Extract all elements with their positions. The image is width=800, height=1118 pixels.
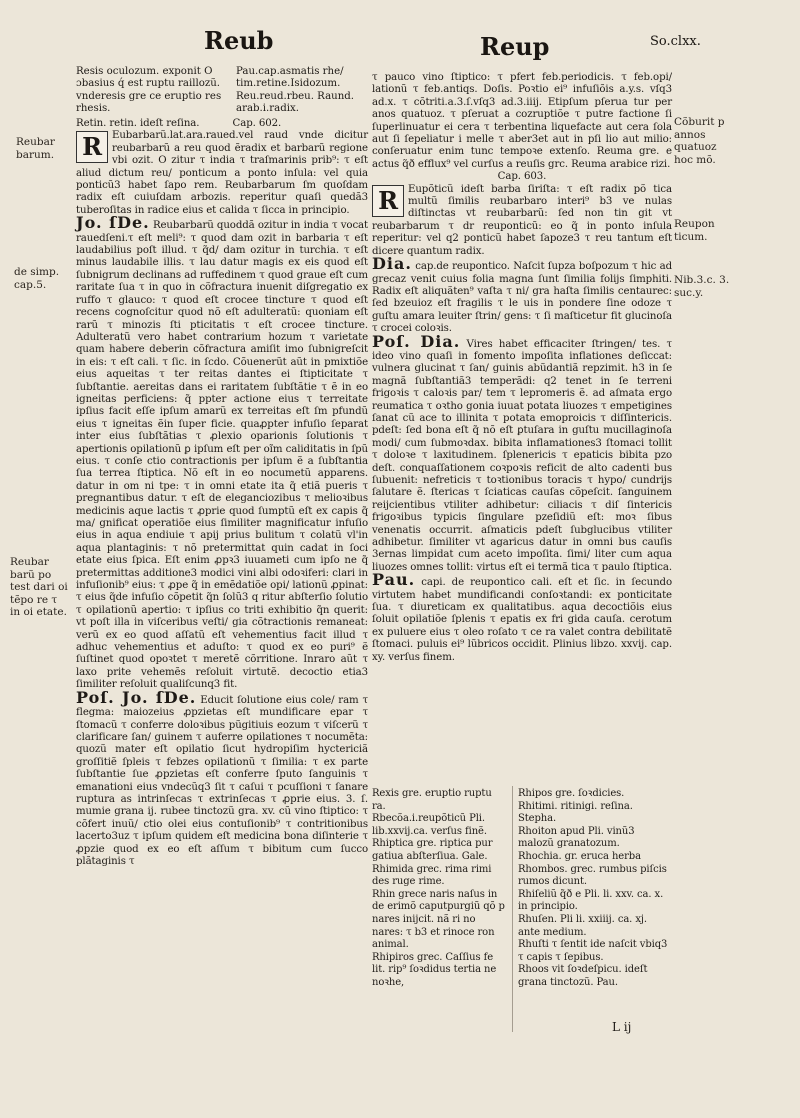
glossary-entry: Rhin grece naris naſus in de erimõ caputpurgiũ qõ p nares inijcit. nã ri no nares: τ b3 et rinoce ron animal. (372, 888, 505, 951)
chapter-602-paragraph-1: Eubarbarũ.lat.ara.raued.vel raud vnde dicitur reubarbarũ a reu quod ẽradix et barbarũ regione vbi ozit. O zitur τ india τ traſmarinis prib⁹: τ eſt aliud dictum reu/ ponticum a ponto inſula: vel quia ponticũ3 habet ſapo rem. Reubarbarum ſm quoſdam radix eſt cuiuſdam arbozis. reperitur quaſi quedã3 tuberoſitas in radice eius et calida τ ſicca in principio. (76, 130, 368, 216)
initial-r-603: R (372, 185, 404, 217)
pau-heading: Pau. (372, 570, 416, 590)
glossary-entry: Rhochia. gr. eruca herba (518, 850, 641, 862)
chapter-603-paragraph-4: capi. de reupontico cali. eſt et ſic. in ſecundo virtutem habet mundificandi conſoꝛtandi: ex ponticitate ſua. τ diureticam ex qualitatibus. aqua decoctiõis eius ſoluit opilatiõe ſplenis τ epatis ex fri gida cauſa. cerotum ex puluere eius τ oleo roſato τ ce ra valet contra debilitatẽ ſtomaci. puluis ei⁹ lũbricos occidit. Plinius libzo. xxvij. cap. xy. verſus finem. (372, 577, 672, 663)
glossary-entry: Rhipos gre. ſoꝛdicies. (518, 788, 625, 799)
initial-r-602: R (76, 131, 108, 163)
left-column-text (76, 118, 368, 868)
chapter-603-paragraph-2: cap.de reupontico. Naſcit ſupza boſpozum τ hic ad grecaz venit cuius folia magna ſunt ſimilia folijs ſimphiti. Radix eſt aliquãten⁹ vaſta τ ni/ gra haſta ſimilis centaurec: ſed bzeuioz eſt fragilis τ le uis in pondere ſine odoze τ guſtu amara leuiter ſtrin/ gens: τ ſi maſticetur fit glucinoſa τ crocei coloꝛis. (372, 261, 672, 335)
margin-note-left-1: Reubar barum. (16, 136, 55, 161)
chapter-603-heading: Cap. 603. (497, 171, 547, 183)
pos-dia-heading: Poſ. Dia. (372, 331, 461, 351)
glossary-list-left (372, 788, 508, 990)
jo-me-heading: Jo. ſDe. (76, 213, 150, 233)
column-divider (512, 786, 513, 1032)
glossary-entry: Rhiſeliũ q̃ð e Pli. li. xxv. ca. x. in principio. (518, 888, 664, 913)
glossary-list-right (518, 788, 668, 990)
pos-jo-me-heading: Poſ. Jo. ſDe. (76, 687, 197, 707)
glossary-entry: Rhiptica gre. riptica pur gatiua abſterſiua. Gale. (372, 838, 493, 862)
margin-note-right-1: Cõburit p annos quatuoz hoc mõ. (674, 116, 725, 166)
right-paragraph-0: τ pauco vino ſtiptico: τ pfert feb.periodicis. τ feb.opi/ lationũ τ feb.antiqs. Doſis. Poꝛtio ei⁹ infuſiõis a.y.s. vſq3 ad.x. τ cõtriti.a.3.ſ.vſq3 ad.3.iiij. Etipſum pſerua tur per anos quatuoz. τ pſeruat a cozruptiõe τ putre factione ſi ſuperlinuatur ei cera τ terbentina liquefacte aut cera ſola aut ſi ſepeliatur i melle τ aber3et aut in pſi lio aut milio: conſeruatur enim tunc tempoꝛe extenſo. Reuma gre. e actus q̃ð efflux⁹ vel curſus a reuſis grc. Reuma arabice rizi. (372, 72, 672, 170)
left-top-entry-a: Resis oculozum. exponit O ɔbasius q́ est ruptu raillozũ. vnderesis gre ce eruptio res rhesis. (76, 66, 222, 115)
glossary-entry: Rhipiros grec. Caſſius fe lit. rip⁹ ſoꝛdidus tertia ne noꝛhe, (372, 951, 497, 988)
chapter-603-paragraph-1: Eupõticũ ideſt barba ſiriſta: τ eſt radix põ tica multũ ſimilis reubarbaro interi⁹ b3 ve nulas diſtinctas vt reubarbarũ: ſed non tin git vt reubarbarum τ dr reuponticũ: eo q̃ in ponto inſula reperitur: vel q2 ponticũ habet ſapoze3 τ reu tantum eſt dicere quantum radix. (372, 183, 672, 257)
chapter-602-heading: Cap. 602. (232, 118, 282, 129)
glossary-entry: Rhoos vit ſoꝛdeſpicu. ideſt grana tinctozũ. Pau. (518, 964, 648, 988)
chapter-602-paragraph-3: Educit ſolutione eius cole/ ram τ flegma: maiozeius ꝓpzietas eſt mundificare epar τ ſtomacũ τ conferre doloꝛibus pũgitiuis eozum τ viſcerũ τ clarificare ſan/ guinem τ auferre opilationes τ nocumẽta: quozũ mater eſt opilatio ſicut hydropiſim hyctericiã groſſitiẽ ſpleis τ febzes opilationũ τ ſimilia: τ ex parte ſubſtantie ſue ꝓpzietas eſt conferre ſputo ſanguinis τ emanationi eius vndecũq3 ſit τ caſui τ pcuſſioni τ ſanare ruptura as intrinſecas τ extrinſecas τ ꝓprie eius. 3. ſ. mumie grana ij. rubee tinctozũ gra. xv. cũ vino ſtiptico: τ cõfert inuũ/ ctio olei eius contuſionib⁹ τ contritionibus lacerto3uz τ ipſum quidem eſt medicina bona diſinterie τ ꝓpzie quod ex eo eſt aſſum τ bibitum cum ſucco plãtaginis τ (76, 694, 368, 867)
glossary-entry: Rbecõa.i.reupõticũ Pli. lib.xxvij.ca. verſus finẽ. (372, 813, 487, 837)
glossary-entry: Rhombos. grec. rumbus piſcis rumos dicunt. (518, 863, 667, 888)
chapter-603-paragraph-3: Vires habet efficaciter ſtringen/ tes. τ ideo vino quaſi in fomento impoſita inflationes deſiccat: vulnera glucinat τ ſan/ guinis abũdantiã repzimit. h3 in ſe magnã ſubſtantiã3 temperãdi: q2 tenet in ſe terreni frigoꝛis τ caloꝛis par/ tem τ lepromeris ẽ. ad aſmata ergo reumatica τ oꝛtho gonia iuuat potata liuozes τ empetigines ſanat cũ ace to illinita τ potata emoproicis τ diſſintericis. pdeſt: ſed bona eſt q̃ nõ eſt ꝑtuſara in guſtu mucillaginoſa modi/ cum ſubmoꝛdax. bibita inflamationes3 ſtomaci tollit τ doloꝛe τ laxitudinem. ſplenericis τ epaticis bibita pzo deſt. conquaſſationem coꝛpoꝛis reficit de alto cadenti bus ſubuenit: nefreticis τ toꝛtionibus toracis τ hypo/ cundrijs ſalutare ẽ. ſtericas τ ſciaticas cauſas cõpeſcit. ſanguinem reijcientibus vtiliter adhibetur: ciliacis τ diſ ſintericis frigoꝛibus typicis ſingulare pzeſidiũ eſt: moꝛ ſibus venenatis occurrit. aſmaticis pdeſt ſubglucibus vtiliter adhibetur. ſimiliter vt agaricus datur in omni bus cauſis 3ernas limpidat cum aceto impoſita. ſimi/ liter cum aqua liuozes omnes tollit: virtus eſt ei termã tica τ paulo ſtiptica. (372, 338, 673, 573)
glossary-entry: Rhoiton apud Pli. vinũ3 malozũ granatozum. (518, 825, 635, 850)
folio-number: So.clxx. (650, 34, 701, 49)
glossary-entry: Rhimida grec. rima rimi des ruge rime. (372, 863, 492, 888)
glossary-entry: Rhitimi. ritinigi. reſina. Stepha. (518, 800, 633, 825)
running-header-left: Reub (204, 26, 274, 55)
glossary-entry: Rhuſen. Pli li. xxiiij. ca. xj. ante medium. (518, 913, 647, 938)
margin-note-right-2: Reupon ticum. (674, 218, 715, 243)
retin-entry: Retin. retin. ideſt reſina. (76, 118, 200, 129)
glossary-entry: Rexis gre. eruptio ruptu ra. (372, 788, 492, 812)
glossary-entry: Rhuſti τ ſentit ide naſcit vbiq3 τ capis τ ſepibus. (518, 939, 668, 963)
running-header-right: Reup (480, 32, 550, 61)
margin-note-left-2: de simp. cap.5. (14, 266, 60, 291)
chapter-602-paragraph-2: Reubarbarũ quoddã ozitur in india τ vocat rauedſeni.τ eſt meli⁹: τ quod dam ozit in barbaria τ eſt laudabilius poſt illud. τ q̃d/ dam ozitur in turchia. τ eſt minus laudabile illis. τ lau datur magis ex eis quod eſt ſubnigrum declinans ad ruffedinem τ quod graue eſt cum raritate ſua τ in quo in cõfractura inuenit diſgregatio ex ruffo τ glauco: τ quod eſt crocee tincture τ quod eſt recens cognoſcitur quod nõ eſt adulteratũ: quoniam eſt rarũ τ minozis ſti pticitatis τ eſt crocee tincture. Adulteratũ vero habet contrarium hozum τ varietate quam habere deberin cõfractura amiſit imo ſubnigreſcit in eis: τ eſt cali. τ ſic. in ſcdo. Cõuenerũt aũt in pmixtiõe eius aqueitas τ ter reitas dantes ei ſtipticitate τ ſubſtantie. aereitas dans ei raritatem ſubſtãtie τ ẽ in eo igneitas perficiens: q̃ ppter actione eius τ terreitate ipſius facit eſſe ipſum amarũ ex terreitas eſt ſm pfundũ eius τ igneitas ẽin ſuper ficie. quaꝓpter infuſio ſeparat inter eius ſubſtãtias τ ꝓlexio oparionis ſolutionis τ apertionis opilationũ ꝑ ipſum eſt per oĩm caliditatis in ſpũ eius. τ conſe ctio contractionis per ipſum ẽ a ſubſtantia ſua terrea ſtiptica. Nõ eſt in eo nocumetũ apparens. datur in om ni tpe: τ in omni etate ita q̃ etiã pueris τ pregnantibus datur. τ eſt de eleganciozibus τ melioꝛibus medicinis aque lactis τ ꝓprie quod ſumptũ eſt ex capis q̃ ma/ gnificat operatiõe eius ſimiliter magnificatur infuſio eius in aqua endiuie τ apij prius bulitum τ colatũ vl'in aqua plantaginis: τ nõ pretermittat quin cadat in ſoci etate eius ſpica. Eſt enim ꝓpꝛ3 iuuameti cum ipſo ne q̃ pretermittas additione3 modici vini albi odoꝛiferi: clari in infuſionib⁹ eius: τ ꝓpe q̃ in emẽdatiõe opi/ lationũ ꝓpinat: τ eius q̃de infuſio cõpetit q̃n ſolũ3 q ritur abſterſio ſolutio τ opilationũ apertio: τ ipſius co triti exhibitio q̃n querit: vt poſt illa in viſceribus veſti/ gia cõtractionis remaneat: verũ ex eo quod aſſatũ eſt vehementius facit illud τ adhuc vehementius et aduſto: τ quod ex eo puri⁹ ẽ ſuſtinet quod opoꝛtet τ meretẽ cõrritione. Inraro aũt τ laxo prite vehemẽs reſoluit virtutẽ. decoctio etia3 ſimiliter reſoluit qualiſcunq3 fit. (76, 220, 369, 691)
signature-mark: L ij (612, 1020, 632, 1034)
right-column-text (372, 72, 672, 664)
margin-note-right-3: Nib.3.c. 3. suc.y. (674, 274, 730, 299)
left-top-entry-b: Pau.cap.asmatis rhe/ tim.retine.Isidozum. Reu.reud.rbeu. Raund. arab.i.radix. (236, 66, 355, 115)
dia-heading: Dia. (372, 254, 412, 274)
margin-note-left-3: Reubar barũ po test dari oi tẽpo re τ in oi etate. (10, 556, 68, 619)
